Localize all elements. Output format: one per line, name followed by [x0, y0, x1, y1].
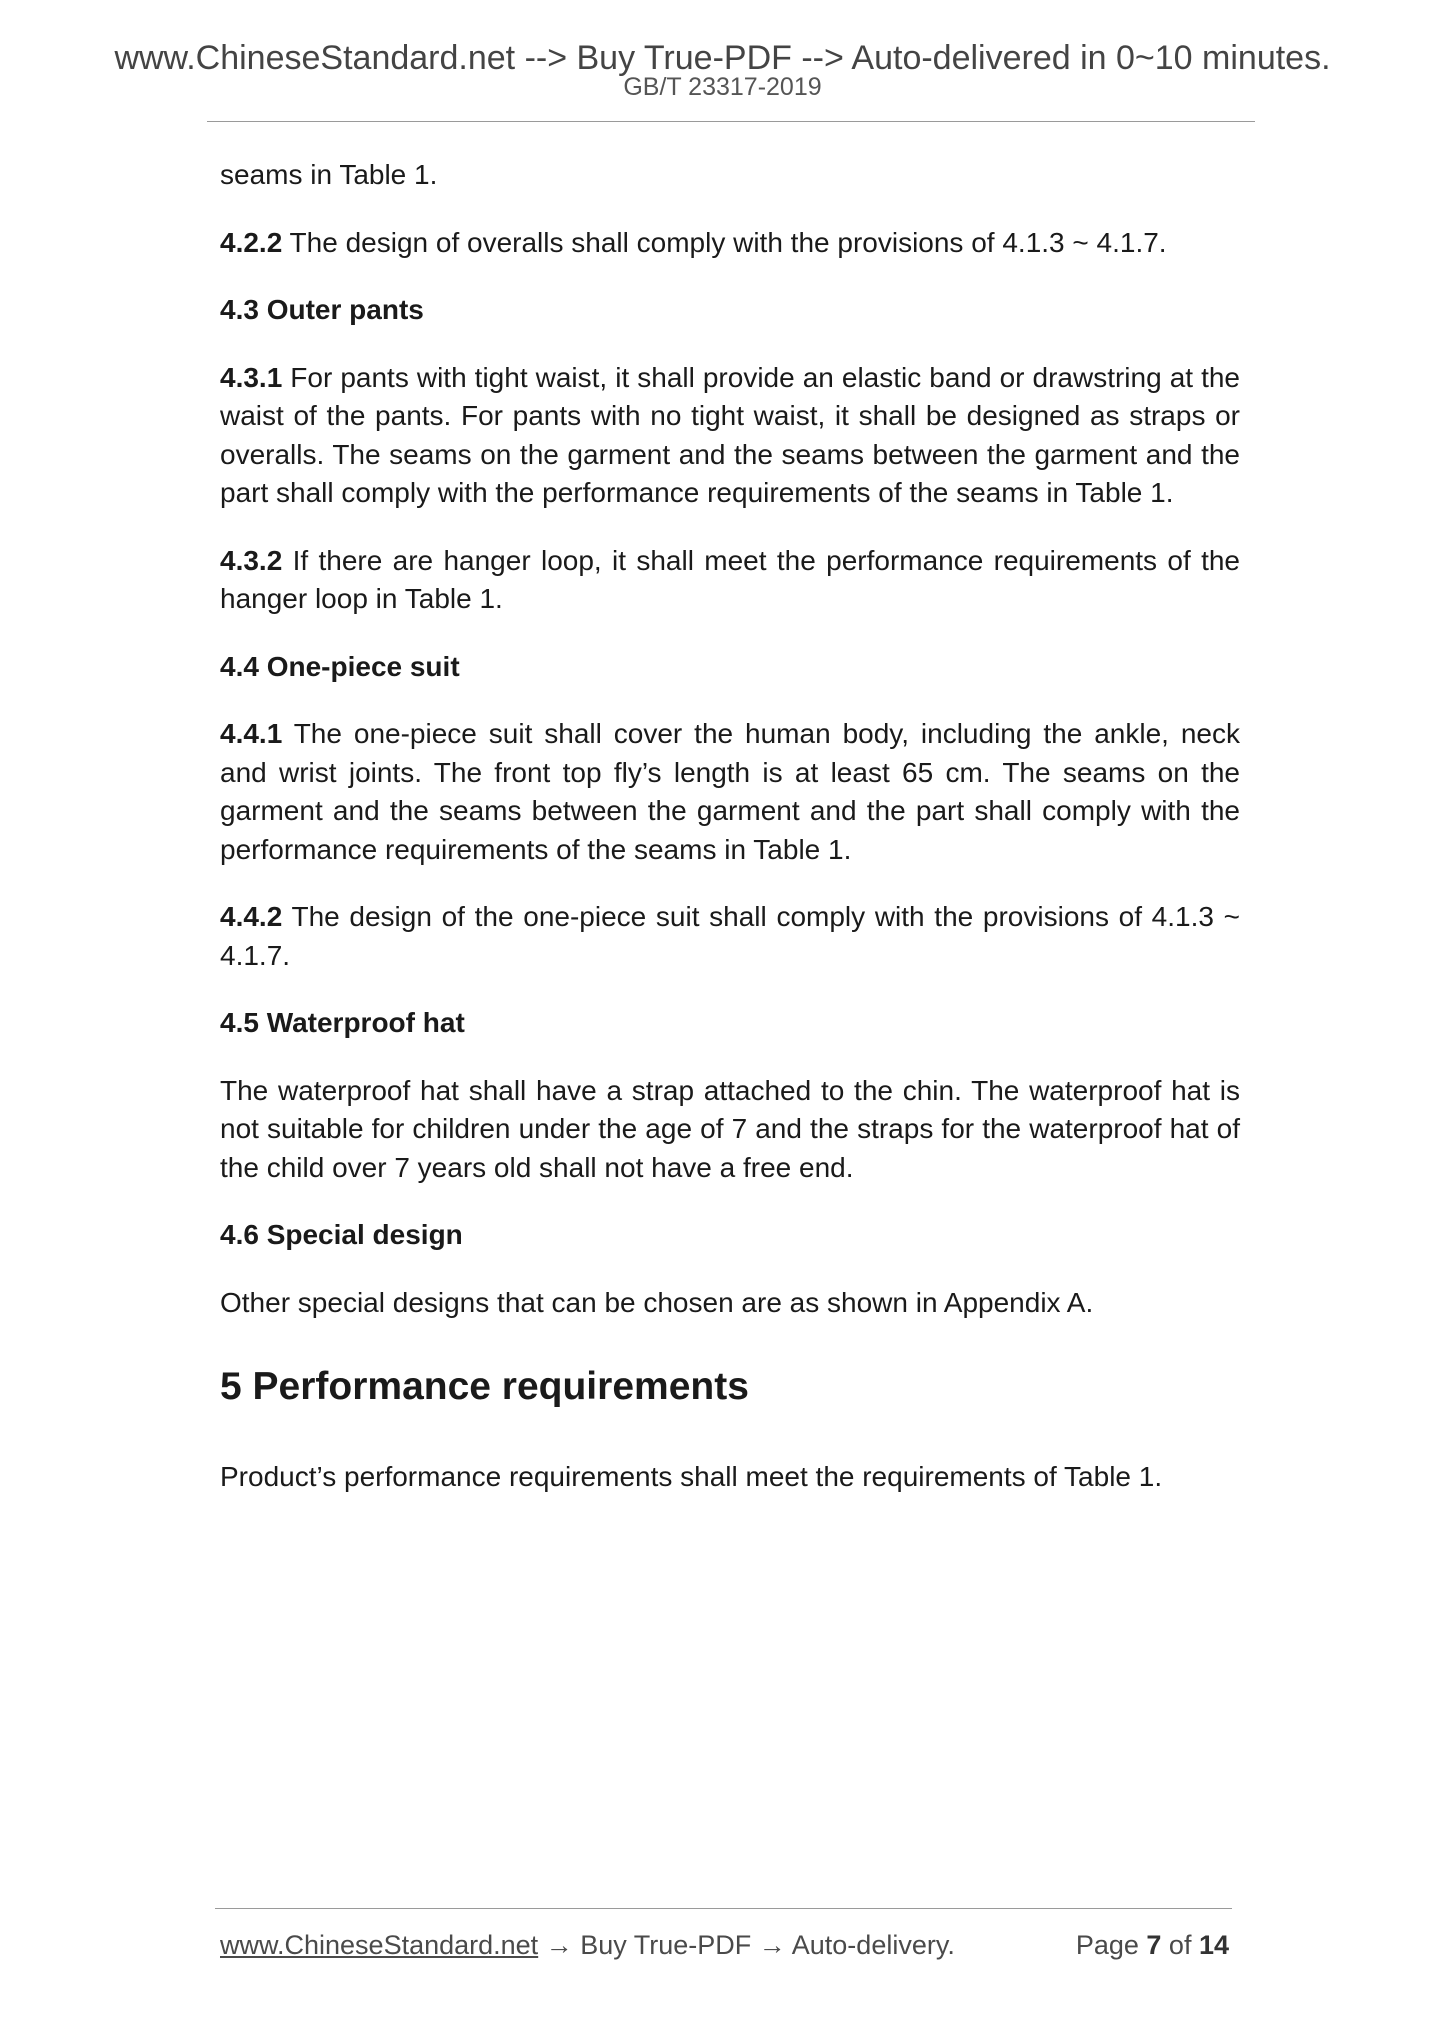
page-content — [220, 156, 1240, 1526]
arrow-right-icon: → — [538, 1930, 581, 1960]
chapter-heading-5: 5 Performance requirements — [220, 1365, 749, 1408]
paragraph-text: Product’s performance requirements shall meet the requirements of Table 1. — [220, 1461, 1163, 1492]
clause-4-4-2 — [220, 898, 1240, 975]
clause-number: 4.3.1 — [220, 361, 283, 393]
footer-buy-text: Buy True-PDF — [580, 1930, 752, 1960]
section-heading-4-6: 4.6 Special design — [220, 1219, 463, 1250]
waterproof-hat-paragraph — [220, 1072, 1240, 1188]
clause-text: The one-piece suit shall cover the human body, including the ankle, neck and wrist joints. The front top fly’s length is at least 65 cm. The seams on the garment and the seams between the garment and the part shall comply with the performance requirements of the seams in Table 1. — [220, 718, 1240, 865]
top-banner: www.ChineseStandard.net --> Buy True-PDF --> Auto-delivered in 0~10 minutes. — [114, 39, 1331, 77]
arrow-right-icon: → — [751, 1930, 792, 1960]
current-page-number: 7 — [1146, 1930, 1162, 1960]
page-word: Page — [1075, 1930, 1147, 1960]
clause-number: 4.4.2 — [220, 901, 283, 932]
clause-text: The design of overalls shall comply with the provisions of 4.1.3 ~ 4.1.7. — [282, 226, 1167, 258]
paragraph-continuation — [220, 156, 1240, 195]
clause-4-3-1 — [220, 359, 1240, 513]
footer-delivery-text: Auto-delivery. — [791, 1930, 955, 1960]
clause-text: If there are hanger loop, it shall meet the performance requirements of the hanger loop in Table 1. — [220, 544, 1240, 614]
section-heading-4-4: 4.4 One-piece suit — [220, 650, 460, 682]
section-heading-4-5: 4.5 Waterproof hat — [220, 1007, 465, 1038]
clause-text: For pants with tight waist, it shall provide an elastic band or drawstring at the waist of the pants. For pants with no tight waist, it shall be designed as straps or overalls. The seams on the garment and the seams between the garment and the part shall comply with the performance requirements of the seams in Table 1. — [220, 361, 1240, 508]
paragraph-text: The waterproof hat shall have a strap attached to the chin. The waterproof hat is not suitable for children under the age of 7 and the straps for the waterproof hat of the child over 7 years old shall not have a free end. — [220, 1074, 1240, 1183]
clause-number: 4.4.1 — [220, 718, 283, 749]
page-indicator — [1076, 1928, 1229, 1962]
document-code: GB/T 23317-2019 — [623, 73, 822, 101]
clause-text: The design of the one-piece suit shall comply with the provisions of 4.1.3 ~ 4.1.7. — [220, 901, 1240, 971]
clause-number: 4.3.2 — [220, 544, 283, 576]
paragraph-text: seams in Table 1. — [220, 159, 438, 190]
clause-4-3-2 — [220, 542, 1240, 619]
performance-paragraph — [220, 1458, 1240, 1497]
total-page-number: 14 — [1198, 1930, 1229, 1960]
footer-links — [220, 1928, 955, 1962]
clause-4-2-2 — [220, 224, 1240, 263]
special-design-paragraph — [220, 1284, 1240, 1323]
footer-site-link[interactable]: www.ChineseStandard.net — [220, 1930, 539, 1960]
section-heading-4-3: 4.3 Outer pants — [220, 294, 424, 325]
header-divider — [207, 121, 1255, 122]
clause-number: 4.2.2 — [220, 226, 283, 258]
clause-4-4-1 — [220, 715, 1240, 869]
footer-divider — [215, 1908, 1232, 1909]
paragraph-text: Other special designs that can be chosen are as shown in Appendix A. — [220, 1286, 1094, 1318]
of-word: of — [1161, 1930, 1199, 1960]
